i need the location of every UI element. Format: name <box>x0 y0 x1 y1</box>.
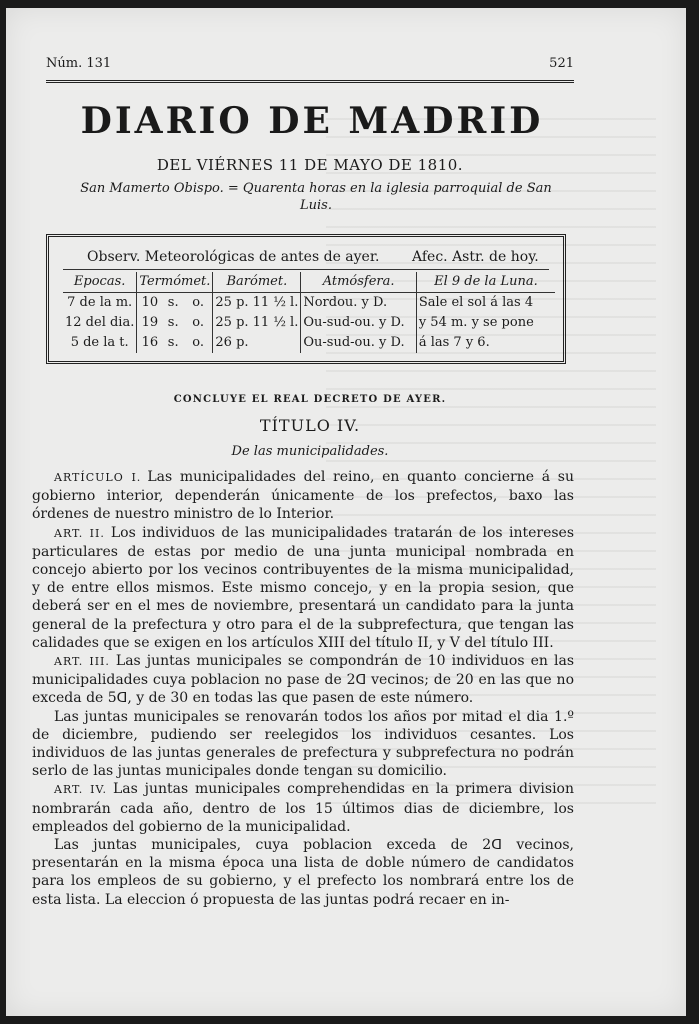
paragraph-text: Las juntas municipales comprehendidas en la primera division nombrarán cada año, dentro de los 15 últimos dias de diciembre, los empleados del gobierno de la municipalidad. <box>32 781 574 835</box>
meteo-header-row <box>63 272 555 293</box>
cell-atmosfera: Ou-sud-ou. y D. <box>301 333 416 353</box>
meteorological-table <box>46 234 566 364</box>
saint-line: San Mamerto Obispo. = Quarenta horas en la iglesia parroquial de San Luis. <box>80 181 552 213</box>
cell-atmosfera: Ou-sud-ou. y D. <box>301 313 416 333</box>
paragraph-text: Las juntas municipales se renovarán todos los años por mitad el dia 1.º de diciembre, pudiendo ser reelegidos los individuos cesantes. Los individuos de las juntas generales de prefectura y subprefectura no podrán serlo de las juntas municipales donde tengan su domicilio. <box>32 708 574 780</box>
col-luna: El 9 de la Luna. <box>416 272 555 293</box>
cell-o: o. <box>192 315 205 330</box>
cell-barometro: 25 p. 11 ½ l. <box>213 313 301 333</box>
meteo-row <box>63 293 555 314</box>
masthead-title: DIARIO DE MADRID <box>80 100 544 142</box>
cell-epoca: 7 de la m. <box>67 295 133 310</box>
meteo-divider <box>63 269 549 270</box>
article-paragraph <box>32 524 574 652</box>
cell-o: o. <box>192 335 205 350</box>
article-paragraph <box>32 468 574 524</box>
paragraph-text: Los individuos de las municipalidades tratarán de los intereses particulares de estas por medio de una junta municipal nombrada en concejo abierto por los vecinos contribuyentes de la misma municipalidad, y de entre ellos mismos. Este mismo concejo, y en la propia sesion, que deberá ser en el mes de noviembre, presentará un candidato para la junta general de la prefectura y otro para el de la subprefectura, que tengan las calidades que se exigen en los artículos XIII del título II, y V del título III. <box>32 524 575 651</box>
cell-epoca: 12 del dia. <box>65 315 135 330</box>
article-paragraph <box>32 836 574 909</box>
cell-luna: y 54 m. y se pone <box>416 313 555 333</box>
cell-o: o. <box>192 295 205 310</box>
cell-barometro: 25 p. 11 ½ l. <box>213 293 301 314</box>
cell-temp: 16 <box>137 333 163 353</box>
cell-barometro: 26 p. <box>213 333 301 353</box>
paragraph-text: Las juntas municipales se compondrán de 10 individuos en las municipalidades cuya poblacion no pase de 2ᗡ vecinos; de 20 en las que no exceda de 5ᗡ, y de 30 en todas las que pasen de este número. <box>32 653 574 707</box>
cell-luna: Sale el sol á las 4 <box>416 293 555 314</box>
cell-temp: 10 <box>137 293 163 314</box>
header-rule <box>46 80 574 83</box>
date-line: DEL VIÉRNES 11 DE MAYO DE 1810. <box>156 156 464 174</box>
article-paragraph <box>32 652 574 708</box>
cell-s: s. <box>167 335 179 350</box>
col-barometro: Barómet. <box>213 272 301 293</box>
continuation-label: CONCLUYE EL REAL DECRETO DE AYER. <box>173 394 447 405</box>
newspaper-page <box>6 8 686 1016</box>
meteo-row <box>63 333 555 353</box>
cell-temp: 19 <box>137 313 163 333</box>
col-atmosfera: Atmósfera. <box>301 272 416 293</box>
page-number: 521 <box>549 56 574 71</box>
section-heading: De las municipalidades. <box>231 444 389 459</box>
cell-epoca: 5 de la t. <box>70 335 129 350</box>
meteo-title-right: Afec. Astr. de hoy. <box>412 249 539 265</box>
article-label: ART. IV. <box>54 783 107 797</box>
article-paragraph <box>32 708 574 781</box>
cell-s: s. <box>167 295 179 310</box>
meteo-row <box>63 313 555 333</box>
paragraph-text: Las municipalidades del reino, en quanto concierne á su gobierno interior, dependerán únicamente de los prefectos, baxo las órdenes de nuestro ministro de lo Interior. <box>32 469 574 523</box>
article-label: ARTÍCULO I. <box>54 471 142 484</box>
cell-luna: á las 7 y 6. <box>416 333 555 353</box>
meteo-title-left: Observ. Meteorológicas de antes de ayer. <box>87 249 380 265</box>
col-epocas: Epocas. <box>63 272 137 293</box>
article-label: ART. II. <box>54 526 105 540</box>
cell-atmosfera: Nordou. y D. <box>301 293 416 314</box>
issue-number: Núm. 131 <box>46 56 112 71</box>
cell-s: s. <box>167 315 179 330</box>
article-body <box>32 468 574 909</box>
article-label: ART. III. <box>54 655 110 669</box>
title-heading: TÍTULO IV. <box>259 416 361 435</box>
meteo-grid <box>63 272 555 353</box>
col-termometro: Termómet. <box>137 272 213 293</box>
paragraph-text: Las juntas municipales, cuya poblacion exceda de 2ᗡ vecinos, presentarán en la misma época una lista de doble número de candidatos para los empleos de su gobierno, y el prefecto los nombrará entre los de esta lista. La eleccion ó propuesta de las juntas podrá recaer en in- <box>32 837 574 908</box>
article-paragraph <box>32 780 574 836</box>
